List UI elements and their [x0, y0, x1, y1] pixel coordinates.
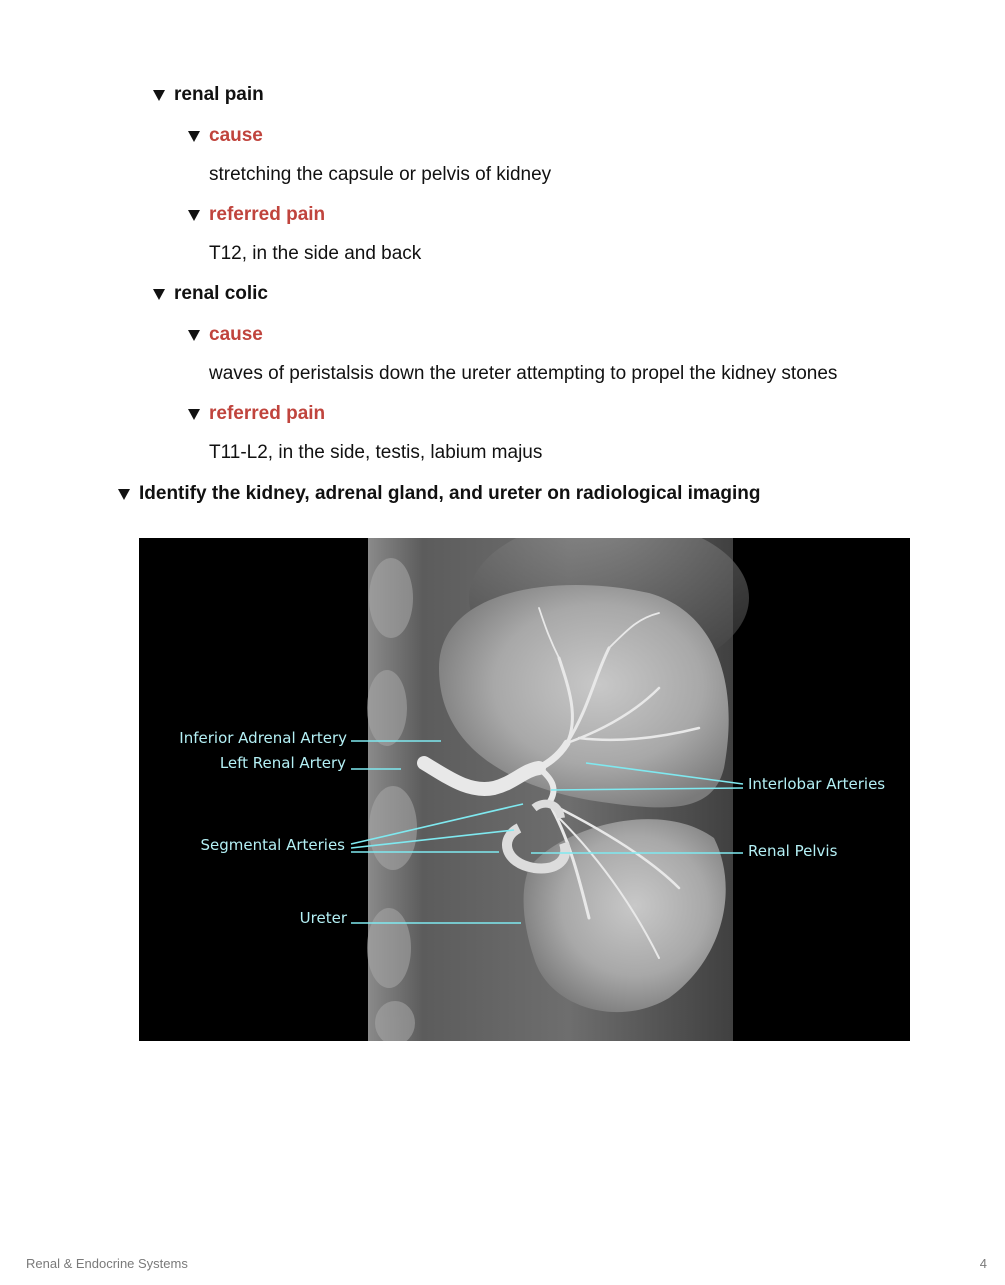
triangle-down-icon[interactable] [153, 289, 165, 300]
page-number: 4 [979, 1256, 987, 1271]
toggle-renal-colic-cause[interactable] [188, 324, 263, 346]
heading-renal-colic: renal colic [174, 283, 268, 304]
label-referred-pain: referred pain [209, 204, 326, 225]
label-ureter: Ureter [299, 909, 347, 927]
text-renal-pain-cause: stretching the capsule or pelvis of kidney [209, 164, 552, 185]
heading-renal-pain: renal pain [174, 84, 264, 105]
toggle-renal-colic-referred[interactable] [188, 403, 325, 425]
label-segmental-arteries: Segmental Arteries [200, 836, 345, 854]
triangle-down-icon[interactable] [188, 131, 200, 142]
label-inferior-adrenal-artery: Inferior Adrenal Artery [179, 729, 347, 747]
triangle-down-icon[interactable] [188, 210, 200, 221]
text-renal-colic-referred: T11-L2, in the side, testis, labium majus [209, 442, 543, 463]
triangle-down-icon[interactable] [118, 489, 130, 500]
triangle-down-icon[interactable] [188, 409, 200, 420]
label-renal-pelvis: Renal Pelvis [748, 842, 838, 860]
angiogram-svg [139, 538, 910, 1041]
kidney-angiogram-image [139, 538, 910, 1041]
toggle-renal-pain-cause[interactable] [188, 125, 263, 147]
label-interlobar-arteries: Interlobar Arteries [748, 775, 886, 793]
toggle-renal-pain[interactable] [153, 84, 264, 106]
label-cause: cause [209, 125, 263, 146]
toggle-renal-pain-referred[interactable] [188, 204, 325, 226]
text-renal-pain-referred: T12, in the side and back [209, 243, 422, 264]
triangle-down-icon[interactable] [153, 90, 165, 101]
toggle-identify-imaging[interactable] [118, 483, 760, 505]
text-renal-colic-cause: waves of peristalsis down the ureter attempting to propel the kidney stones [209, 363, 838, 384]
toggle-renal-colic[interactable] [153, 283, 268, 305]
label-referred-pain: referred pain [209, 403, 326, 424]
footer-title: Renal & Endocrine Systems [26, 1256, 188, 1271]
triangle-down-icon[interactable] [188, 330, 200, 341]
label-cause: cause [209, 324, 263, 345]
heading-identify-imaging: Identify the kidney, adrenal gland, and ureter on radiological imaging [139, 483, 761, 504]
label-left-renal-artery: Left Renal Artery [219, 754, 346, 772]
